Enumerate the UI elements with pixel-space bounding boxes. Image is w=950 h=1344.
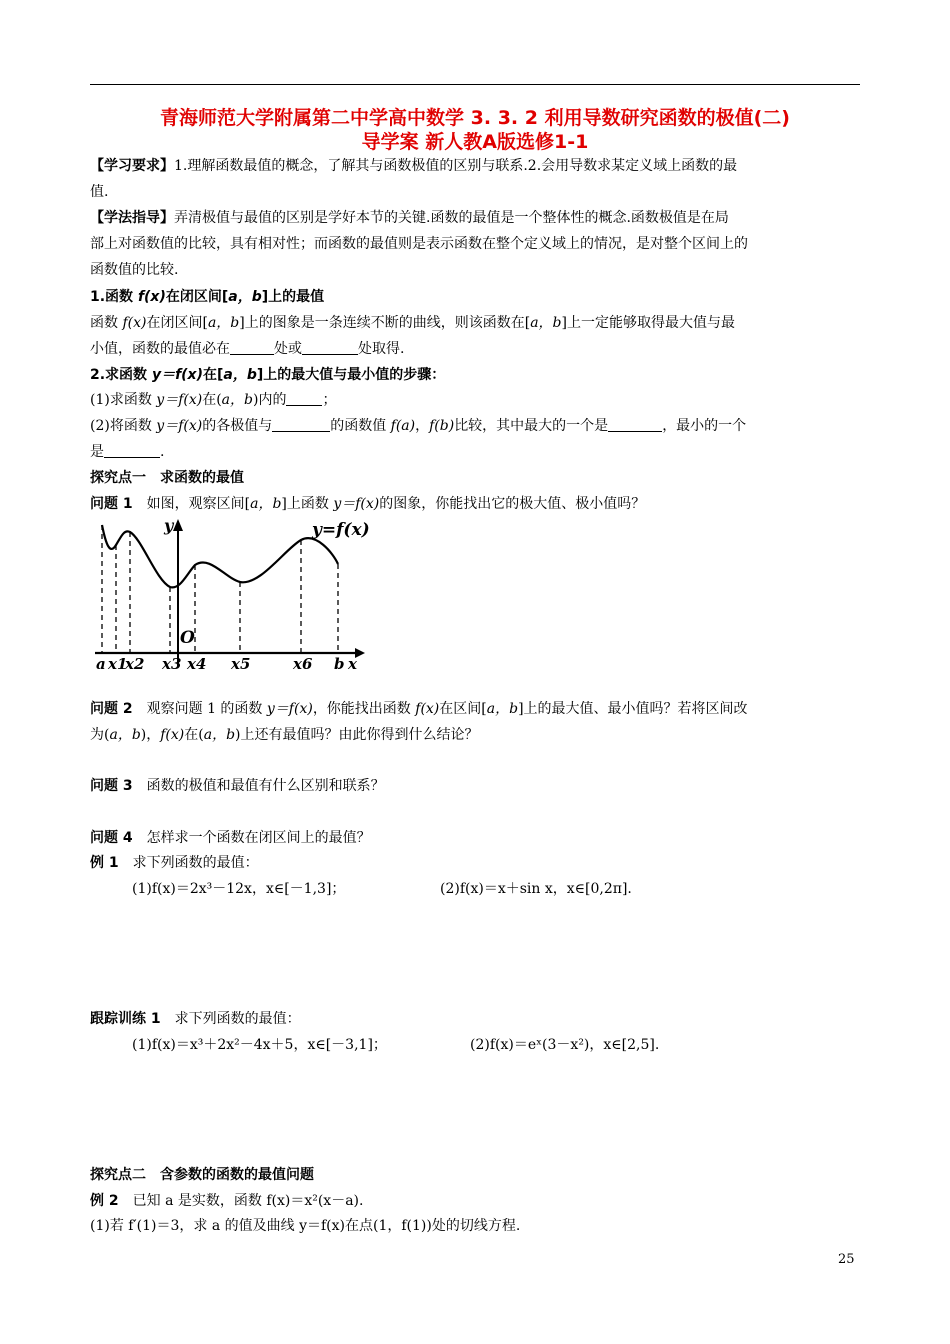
tick-label-x2: x2 bbox=[125, 655, 145, 670]
header-rule bbox=[90, 84, 860, 85]
guide-label: 【学法指导】 bbox=[90, 210, 174, 226]
section-2-heading: 2.求函数 y＝f(x)在[a，b]上的最大值与最小值的步骤： bbox=[90, 367, 446, 383]
tick-label-b: b bbox=[334, 655, 345, 670]
requirements-line-2: 值. bbox=[90, 184, 109, 200]
section-1-heading: 1.函数 f(x)在闭区间[a，b]上的最值 bbox=[90, 289, 325, 305]
fill-blank bbox=[286, 391, 322, 406]
section-1-line-2: 小值，函数的最值必在 处或 处取得. bbox=[90, 341, 405, 357]
section-2-step-2: (2)将函数 y＝f(x)的各极值与 的函数值 f(a)，f(b)比较，其中最大的一个是 ，最小的一个 bbox=[90, 418, 747, 434]
dashed-guides bbox=[102, 525, 338, 653]
function-label: y=f(x) bbox=[312, 520, 370, 540]
fill-blank bbox=[230, 340, 274, 355]
question-1: 问题 1 如图，观察区间[a，b]上函数 y＝f(x)的图象，你能找出它的极大值、极小值吗？ bbox=[90, 496, 646, 512]
explore-point-1-heading: 探究点一 求函数的最值 bbox=[90, 470, 244, 486]
title-line-2: 导学案 新人教A版选修1-1 bbox=[361, 131, 589, 153]
example-2: 例 2 已知 a 是实数，函数 f(x)＝x²(x－a). bbox=[90, 1193, 364, 1209]
fill-blank bbox=[104, 443, 160, 458]
guide-line-1: 【学法指导】弄清极值与最值的区别是学好本节的关键.函数的最值是一个整体性的概念.函数极值是在局 bbox=[90, 210, 729, 226]
practice-1: 跟踪训练 1 求下列函数的最值： bbox=[90, 1011, 301, 1027]
example-1-part-2: (2)f(x)＝x＋sin x，x∈[0,2π]. bbox=[440, 881, 632, 897]
tick-label-x5: x5 bbox=[231, 655, 251, 670]
requirements-label: 【学习要求】 bbox=[90, 158, 174, 174]
tick-label-x1: x1 bbox=[108, 655, 128, 670]
practice-1-part-1: (1)f(x)＝x³＋2x²－4x＋5，x∈[－3,1]； bbox=[132, 1037, 387, 1053]
requirements-line-1: 【学习要求】1.理解函数最值的概念，了解其与函数极值的区别与联系.2.会用导数求某定义域上函数的最 bbox=[90, 158, 738, 174]
example-1-part-1: (1)f(x)＝2x³－12x，x∈[－1,3]； bbox=[132, 881, 346, 897]
section-2-step-1: (1)求函数 y＝f(x)在(a，b)内的 ； bbox=[90, 392, 337, 408]
question-3: 问题 3 函数的极值和最值有什么区别和联系？ bbox=[90, 778, 385, 794]
y-axis-label: y bbox=[164, 516, 174, 535]
function-graph bbox=[90, 515, 370, 670]
tick-label-a: a bbox=[96, 655, 106, 670]
title-line-1: 青海师范大学附属第二中学高中数学 3. 3. 2 利用导数研究函数的极值(二) bbox=[160, 107, 790, 129]
question-2-line-1: 问题 2 观察问题 1 的函数 y＝f(x)，你能找出函数 f(x)在区间[a，b]上的最大值、最小值吗？若将区间改 bbox=[90, 701, 748, 717]
question-2-line-2: 为(a，b)，f(x)在(a，b)上还有最值吗？由此你得到什么结论？ bbox=[90, 727, 479, 743]
y-axis-arrow bbox=[173, 519, 183, 531]
explore-point-2-heading: 探究点二 含参数的函数的最值问题 bbox=[90, 1167, 314, 1183]
section-2-step-2-cont: 是 . bbox=[90, 444, 165, 460]
function-curve bbox=[102, 525, 338, 587]
tick-label-x4: x4 bbox=[187, 655, 207, 670]
example-2-part-1: (1)若 f′(1)＝3，求 a 的值及曲线 y＝f(x)在点(1，f(1))处的切线方程. bbox=[90, 1218, 521, 1234]
section-1-line-1: 函数 f(x)在闭区间[a，b]上的图象是一条连续不断的曲线，则该函数在[a，b]上一定能够取得最大值与最 bbox=[90, 315, 735, 331]
guide-line-2: 部上对函数值的比较，具有相对性；而函数的最值则是表示函数在整个定义域上的情况，是对整个区间上的 bbox=[90, 236, 748, 252]
guide-line-3: 函数值的比较. bbox=[90, 262, 179, 278]
example-1: 例 1 求下列函数的最值： bbox=[90, 855, 259, 871]
fill-blank bbox=[302, 340, 358, 355]
practice-1-part-2: (2)f(x)＝eˣ(3－x²)，x∈[2,5]. bbox=[470, 1037, 660, 1053]
x-axis-label: x bbox=[348, 655, 357, 670]
page-number: 25 bbox=[838, 1252, 855, 1267]
fill-blank bbox=[272, 417, 330, 432]
tick-label-x3: x3 bbox=[162, 655, 182, 670]
tick-label-x6: x6 bbox=[293, 655, 313, 670]
question-4: 问题 4 怎样求一个函数在闭区间上的最值？ bbox=[90, 830, 371, 846]
origin-label: O bbox=[180, 628, 195, 648]
fill-blank bbox=[608, 417, 662, 432]
